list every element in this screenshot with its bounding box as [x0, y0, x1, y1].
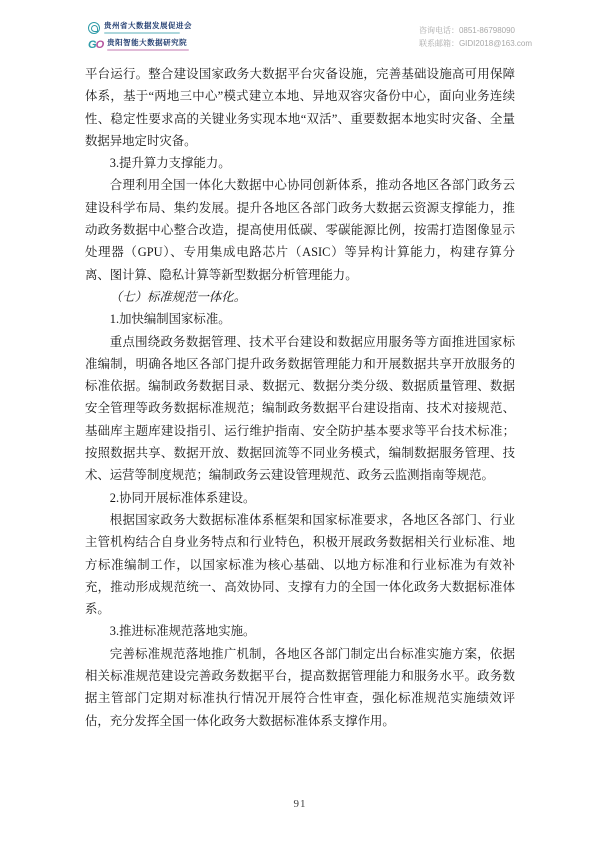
phone-number: 0851-86798090 — [458, 26, 516, 35]
organization-logos — [88, 22, 192, 51]
globe-emblem-icon — [88, 22, 100, 34]
email-address: GIDI2018@163.com — [458, 39, 532, 48]
paragraph-national-body: 重点围绕政务数据管理、技术平台建设和数据应用服务等方面推进国家标准编制，明确各地区各部门提升政务数据管理能力和开展数据共享开放服务的标准依据。编制政务数据目录、数据元、数据分类分级、数据质量管理、数据安全管理等政务数据标准规范；编制政务数据平台建设指南、技术对接规范、基础库主题库建设指引、运行维护指南、安全防护基本要求等平台技术标准；按照数据共享、数据开放、数据回流等不同业务模式，编制数据服务管理、技术、运营等制度规范；编制政务云建设管理规范、政务云监测指南等规范。 — [85, 334, 515, 483]
contact-info — [419, 22, 532, 50]
paragraph-implement-body: 完善标准规范落地推广机制，各地区各部门制定出台标准实施方案，依据相关标准规范建设完善政务数据平台，提高数据管理能力和服务水平。政务数据主管部门定期对标准执行情况开展符合性审查，强化标准规范实施绩效评估，充分发挥全国一体化政务大数据标准体系支撑作用。 — [85, 646, 515, 728]
phone-label: 咨询电话： — [418, 26, 459, 35]
org2-logo-row — [88, 39, 192, 51]
email-label: 联系邮箱： — [418, 39, 459, 48]
page-header — [88, 22, 532, 51]
paragraph-system-body: 根据国家政务大数据标准体系框架和国家标准要求，各地区各部门、行业主管机构结合自身业务特点和行业特色，积极开展政务数据相关行业标准、地方标准编制工作，以国家标准为核心基础、以地方标准和行业标准为有效补充，推动形成规范统一、高效协同、支撑有力的全国一体化政务大数据标准体系。 — [85, 512, 515, 617]
paragraph-numbered-2-system: 2.协同开展标准体系建设。 — [109, 490, 256, 505]
org1-english-caption-line — [104, 32, 180, 35]
contact-email-row — [419, 37, 532, 50]
org1-name: 贵州省大数据发展促进会 — [104, 21, 192, 30]
paragraph-numbered-3-implement: 3.推进标准规范落地实施。 — [109, 624, 256, 639]
contact-phone-row — [419, 24, 532, 37]
org1-logo-row — [88, 22, 192, 34]
section-heading-7-standards: （七）标准规范一体化。 — [109, 289, 247, 304]
paragraph-numbered-3-compute: 3.提升算力支撑能力。 — [109, 156, 231, 171]
page-number: 91 — [293, 798, 307, 810]
org2-name: 贵阳智能大数据研究院 — [107, 38, 188, 47]
document-body — [85, 63, 515, 732]
paragraph-continuation: 平台运行。整合建设国家政务大数据平台灾备设施，完善基础设施高可用保障体系，基于“两地三中心”模式建立本地、异地双容灾备份中心，面向业务连续性、稳定性要求高的关键业务实现本地“双活”、重要数据本地实时灾备、全量数据异地定时灾备。 — [85, 67, 515, 148]
paragraph-compute-body: 合理利用全国一体化大数据中心协同创新体系，推动各地区各部门政务云建设科学布局、集约发展。提升各地区各部门政务大数据云资源支撑能力，推动政务数据中心整合改造，提高使用低碳、零碳能源比例，按需打造图像显示处理器（GPU）、专用集成电路芯片（ASIC）等异构计算能力，构建存算分离、图计算、隐私计算等新型数据分析管理能力。 — [85, 178, 515, 282]
paragraph-numbered-1-national: 1.加快编制国家标准。 — [109, 312, 231, 327]
go-logo-icon: GO — [88, 39, 104, 51]
org2-english-caption-line — [107, 49, 189, 52]
